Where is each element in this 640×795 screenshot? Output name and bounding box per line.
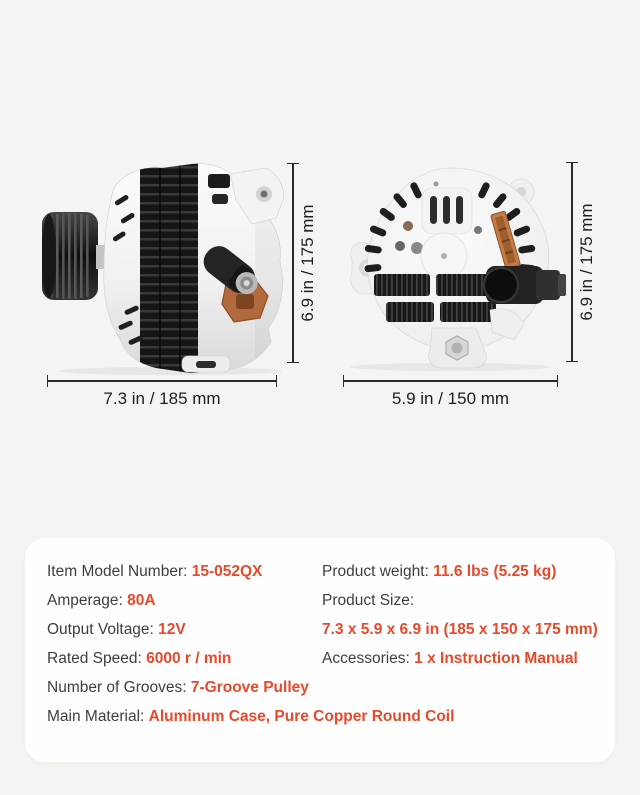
spec-label: Main Material:	[47, 708, 149, 725]
spec-row-accessories	[322, 644, 598, 673]
spec-row-size-value	[322, 615, 598, 644]
spec-value: 11.6 lbs (5.25 kg)	[433, 563, 557, 580]
dimension-tick-icon	[566, 361, 578, 362]
dimension-tick-icon	[276, 375, 277, 387]
rear-height-dimension	[566, 162, 596, 362]
spec-value: 15-052QX	[191, 563, 263, 580]
front-height-label: 6.9 in / 175 mm	[298, 204, 317, 322]
rear-width-label: 5.9 in / 150 mm	[391, 389, 510, 408]
spec-label: Item Model Number:	[47, 563, 192, 580]
dimension-line	[47, 380, 277, 381]
spec-label: Amperage:	[47, 592, 128, 609]
front-width-label: 7.3 in / 185 mm	[103, 389, 221, 408]
front-height-dimension	[287, 163, 317, 363]
spec-value: 80A	[127, 592, 156, 609]
spec-label: Product Size:	[322, 592, 415, 609]
spec-value: 7.3 x 5.9 x 6.9 in (185 x 150 x 175 mm)	[322, 621, 598, 638]
stator-band	[140, 160, 198, 375]
spec-label: Rated Speed:	[47, 650, 147, 667]
spec-row-weight	[322, 557, 598, 586]
dimension-line	[343, 380, 558, 381]
spec-row-main-material	[47, 702, 454, 731]
spec-value: 12V	[158, 621, 186, 638]
spec-row-size-title	[322, 586, 598, 615]
spec-value: 1 x Instruction Manual	[414, 650, 578, 667]
front-width-dimension	[47, 375, 277, 408]
rear-width-dimension	[343, 375, 558, 408]
pulley	[42, 212, 112, 300]
spec-value: Aluminum Case, Pure Copper Round Coil	[148, 708, 455, 725]
dimension-line	[292, 163, 293, 363]
spec-value: 7-Groove Pulley	[190, 679, 309, 696]
spec-column-right	[322, 557, 598, 673]
dimension-tick-icon	[287, 362, 299, 363]
spec-value: 6000 r / min	[146, 650, 232, 667]
spec-label: Product weight:	[322, 563, 434, 580]
dimension-line	[571, 162, 572, 362]
spec-row-grooves	[47, 673, 454, 702]
spec-card	[25, 538, 615, 762]
rear-connector	[484, 266, 566, 304]
spec-label: Output Voltage:	[47, 621, 159, 638]
spec-label: Number of Grooves:	[47, 679, 191, 696]
alternator-side-view-image	[40, 160, 290, 375]
dimension-tick-icon	[557, 375, 558, 387]
alternator-rear-view-image	[338, 162, 568, 372]
rear-height-label: 6.9 in / 175 mm	[577, 203, 596, 321]
spec-label: Accessories:	[322, 650, 415, 667]
